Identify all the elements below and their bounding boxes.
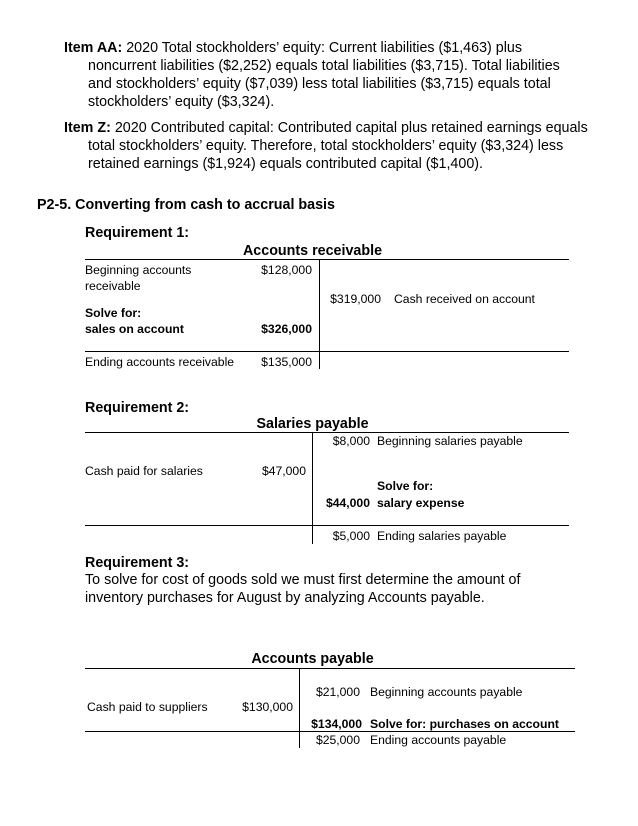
req3-solve-label: Solve for: purchases on account — [370, 717, 559, 731]
req2-ending-value: $5,000 — [332, 529, 370, 543]
section-heading: P2-5. Converting from cash to accrual basis — [37, 197, 335, 213]
req2-solve-for: Solve for: — [377, 479, 434, 493]
req1-beginning-value: $128,000 — [261, 263, 312, 277]
req2-beginning-label: Beginning salaries payable — [377, 434, 523, 448]
req3-t-top-line — [85, 668, 575, 669]
req3-account-title: Accounts payable — [251, 651, 374, 667]
req1-t-top-line — [85, 259, 569, 260]
req3-debit-label: Cash paid to suppliers — [87, 700, 208, 714]
req3-title: Requirement 3: — [85, 555, 190, 571]
req1-title: Requirement 1: — [85, 225, 190, 241]
item-aa-line-2: noncurrent liabilities ($2,252) equals total liabilities ($3,715). Total liabilities — [88, 58, 560, 74]
req1-solve-label: sales on account — [85, 322, 184, 336]
req1-t-ending-line — [85, 351, 569, 352]
item-z-line-2: total stockholders’ equity. Therefore, total stockholders’ equity ($3,324) less — [88, 138, 564, 154]
req2-ending-label: Ending salaries payable — [377, 529, 507, 543]
item-aa-label: Item AA: — [64, 40, 123, 56]
req2-debit-value: $47,000 — [261, 464, 306, 478]
req2-debit-label: Cash paid for salaries — [85, 464, 203, 478]
req1-t-vertical-line — [319, 259, 320, 369]
req1-account-title: Accounts receivable — [242, 243, 383, 259]
req1-beginning-label-2: receivable — [85, 279, 141, 293]
req1-beginning-label-1: Beginning accounts — [85, 263, 192, 277]
req2-t-ending-line — [85, 525, 569, 526]
req2-beginning-value: $8,000 — [332, 434, 370, 448]
item-z-paragraph — [64, 119, 594, 173]
req2-solve-value: $44,000 — [325, 496, 370, 510]
req1-ending-label: Ending accounts receivable — [85, 355, 235, 369]
req3-beginning-label: Beginning accounts payable — [370, 685, 523, 699]
req3-intro-line-1: To solve for cost of goods sold we must first determine the amount of — [85, 572, 521, 588]
req2-title: Requirement 2: — [85, 400, 190, 416]
req2-solve-label: salary expense — [377, 496, 465, 510]
req2-account-title: Salaries payable — [256, 416, 369, 432]
req3-ending-label: Ending accounts payable — [370, 733, 507, 747]
req1-credit-value: $319,000 — [330, 292, 381, 306]
item-z-line-3: retained earnings ($1,924) equals contributed capital ($1,400). — [88, 156, 484, 172]
req3-debit-value: $130,000 — [242, 700, 293, 714]
item-aa-paragraph — [64, 39, 594, 111]
req1-credit-label: Cash received on account — [394, 292, 535, 306]
item-aa-text-1: 2020 Total stockholders’ equity: Current liabilities ($1,463) plus — [122, 40, 522, 56]
item-z-label: Item Z: — [64, 120, 111, 136]
req1-ending-value: $135,000 — [261, 355, 312, 369]
item-aa-line-1 — [64, 39, 594, 57]
req3-ending-value: $25,000 — [315, 733, 360, 747]
req1-solve-for: Solve for: — [85, 306, 142, 320]
req3-intro-line-2: inventory purchases for August by analyzing Accounts payable. — [85, 590, 485, 606]
req3-beginning-value: $21,000 — [315, 685, 360, 699]
req1-solve-value: $326,000 — [261, 322, 312, 336]
item-aa-line-3: and stockholders’ equity ($7,039) less total liabilities ($3,715) equals total — [88, 76, 551, 92]
item-aa-line-4: stockholders’ equity ($3,324). — [88, 94, 275, 110]
req3-solve-value: $134,000 — [311, 717, 362, 731]
item-z-text-1: 2020 Contributed capital: Contributed capital plus retained earnings equals — [110, 120, 588, 136]
item-z-line-1 — [64, 119, 594, 137]
